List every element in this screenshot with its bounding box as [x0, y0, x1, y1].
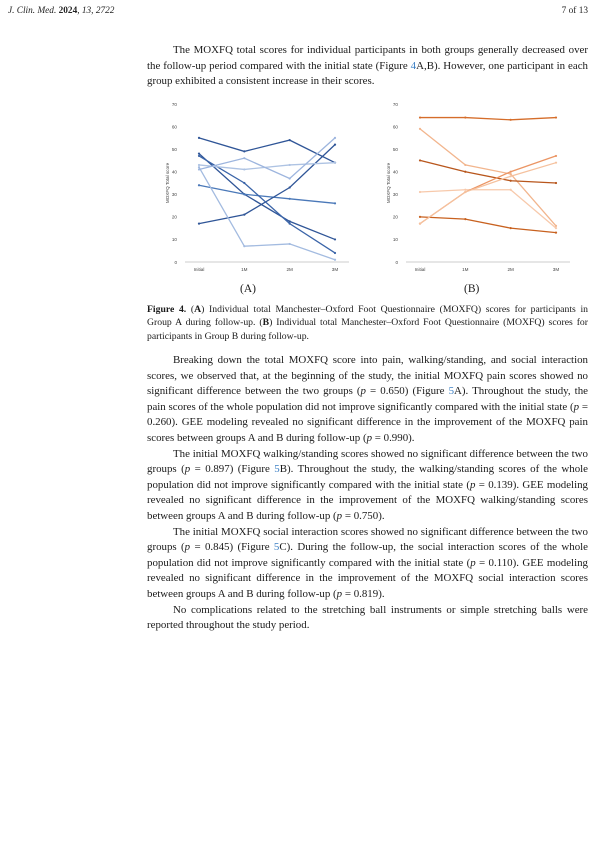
data-point [464, 191, 466, 193]
chart-panel-a [157, 96, 357, 272]
data-point [510, 180, 512, 182]
data-point [510, 189, 512, 191]
data-point [510, 173, 512, 175]
page-number: 7 of 13 [561, 6, 588, 16]
data-point [198, 155, 200, 157]
text-run: = 0.750). [342, 509, 385, 522]
panel-label-a: (A) [240, 283, 256, 295]
text-run: = 0.139). GEE modeling revealed no significant difference in the improvement of the MOXFQ walking/standing scores between groups A and B during follow-up ( [147, 478, 588, 522]
text-run: The MOXFQ total scores for individual participants in both groups generally decreased over the follow-up period compared with the initial state (Figure [147, 44, 588, 72]
data-point [419, 128, 421, 130]
data-point [243, 214, 245, 216]
chart-b-svg [378, 96, 578, 272]
paragraph-pain [147, 353, 588, 447]
x-tick-label: 1M [241, 267, 248, 272]
x-tick-label: 1M [462, 267, 469, 272]
data-point [243, 182, 245, 184]
data-point [334, 238, 336, 240]
data-point [198, 168, 200, 170]
data-point [464, 189, 466, 191]
text-run: = 0.260). GEE modeling revealed no significant difference in the improvement of the MOXFQ pain scores between groups A and B during follow-up ( [147, 400, 588, 444]
paragraph [147, 43, 588, 90]
data-point [555, 116, 557, 118]
figure-link[interactable]: 5 [448, 385, 455, 398]
y-tick-label: 60 [392, 124, 398, 130]
data-point [198, 166, 200, 168]
running-head [8, 6, 588, 20]
series-line [199, 156, 335, 253]
data-point [555, 232, 557, 234]
data-point [289, 139, 291, 141]
caption-a-letter: A [194, 304, 202, 315]
data-point [198, 223, 200, 225]
data-point [198, 153, 200, 155]
data-point [243, 168, 245, 170]
caption-b-text: ) Individual total Manchester–Oxford Foot Questionnaire (MOXFQ) scores for participants in Group B during follow-up. [147, 317, 589, 342]
y-tick-label: 10 [171, 237, 177, 243]
series-line [420, 163, 556, 224]
y-tick-label: 30 [171, 192, 177, 198]
caption-b-letter: B [262, 317, 270, 329]
data-point [419, 223, 421, 225]
y-tick-label: 10 [392, 237, 398, 243]
text-run: A). Throughout the study, the pain scores of the whole population did not improve significantly compared with the initial state ( [147, 385, 588, 413]
data-point [555, 227, 557, 229]
data-point [289, 223, 291, 225]
results-paragraphs [147, 353, 588, 634]
text-run: A,B). However, one participant in each group exhibited a consistent increase in their scores. [147, 59, 588, 88]
data-point [419, 216, 421, 218]
y-tick-label: 70 [171, 101, 177, 107]
chart-a-svg [157, 96, 357, 272]
data-point [289, 164, 291, 166]
text-run: B). Throughout the study, the walking/standing scores of the whole population did not improve significantly compared with the initial state ( [147, 463, 588, 491]
journal-name: J. Clin. Med. [8, 6, 57, 16]
text-run: = 0.845) (Figure [190, 541, 274, 554]
y-axis-label: MOXFQ Total score [165, 162, 170, 204]
x-tick-label: 3M [552, 267, 560, 272]
p-symbol: p [184, 541, 191, 554]
y-tick-label: 30 [392, 192, 398, 198]
paragraph-social [147, 525, 588, 603]
p-symbol: p [336, 587, 343, 600]
y-tick-label: 50 [171, 146, 177, 152]
p-symbol: p [366, 431, 373, 444]
journal-volume: , 13, 2722 [77, 6, 115, 16]
data-point [243, 245, 245, 247]
series-line [420, 217, 556, 233]
y-tick-label: 20 [171, 214, 177, 220]
data-point [419, 116, 421, 118]
y-tick-label: 60 [171, 124, 177, 130]
data-point [334, 202, 336, 204]
text-run: = 0.650) (Figure [365, 385, 449, 398]
x-tick-label: 3M [331, 267, 339, 272]
data-point [464, 218, 466, 220]
caption-label: Figure 4. [147, 304, 187, 315]
data-point [289, 243, 291, 245]
y-axis-label: MOXFQ Total score [386, 162, 391, 204]
text-run: The initial MOXFQ social interaction scores showed no significant difference between the two groups ( [147, 525, 588, 554]
text-run: = 0.110). GEE modeling revealed no significant difference in the improvement of the MOXFQ social interaction scores between groups A and B during follow-up ( [147, 556, 588, 600]
x-tick-label: Initial [193, 267, 205, 272]
series-line [420, 160, 556, 183]
p-symbol: p [573, 400, 580, 413]
x-tick-label: 2M [286, 267, 293, 272]
y-tick-label: 40 [171, 169, 177, 175]
series-line [199, 167, 335, 260]
caption-a-text: ) Individual total Manchester–Oxford Foot Questionnaire (MOXFQ) scores for participants in Group A during follow-up. ( [147, 304, 589, 329]
data-point [243, 193, 245, 195]
text-run: The initial MOXFQ walking/standing scores showed no significant difference between the two groups ( [147, 447, 588, 476]
figure-link[interactable]: 4 [410, 59, 417, 72]
series-line [420, 118, 556, 120]
x-tick-label: 2M [507, 267, 514, 272]
data-point [289, 177, 291, 179]
journal-year: 2024 [58, 6, 78, 16]
p-symbol: p [184, 463, 191, 476]
data-point [198, 164, 200, 166]
text-run: C). During the follow-up, the social interaction scores of the whole population did not improve significantly compared with the initial state ( [147, 541, 588, 569]
text-run: Breaking down the total MOXFQ score into pain, walking/standing, and social interaction scores, we observed that, at the beginning of the study, the initial MOXFQ pain scores showed no significant difference between the two groups ( [147, 354, 588, 398]
data-point [243, 150, 245, 152]
panel-label-b: (B) [464, 283, 480, 295]
data-point [419, 159, 421, 161]
y-tick-label: 70 [392, 101, 398, 107]
data-point [464, 171, 466, 173]
paragraph-complications: No complications related to the stretching ball instruments or simple stretching balls were reported throughout the study period. [147, 603, 588, 632]
p-symbol: p [360, 385, 366, 398]
x-tick-label: Initial [414, 267, 426, 272]
series-line [199, 138, 335, 163]
y-tick-label: 0 [395, 259, 398, 265]
data-point [334, 252, 336, 254]
y-tick-label: 40 [392, 169, 398, 175]
figure-caption: Figure 4. (A) Individual total Manchester–Oxford Foot Questionnaire (MOXFQ) scores for participants in Group A during follow-up. (B) Individual total Manchester–Oxford Foot Questionnaire (MOXFQ) scores for participants in Group B during follow-up. [147, 304, 589, 342]
journal-citation [8, 6, 114, 16]
y-tick-label: 20 [392, 214, 398, 220]
intro-paragraph [147, 43, 588, 90]
data-point [464, 164, 466, 166]
p-symbol: p [470, 556, 476, 569]
chart-panel-b [378, 96, 578, 272]
data-point [334, 137, 336, 139]
data-point [289, 198, 291, 200]
p-symbol: p [469, 478, 476, 491]
data-point [243, 157, 245, 159]
data-point [198, 184, 200, 186]
y-tick-label: 50 [392, 146, 398, 152]
data-point [510, 171, 512, 173]
data-point [510, 119, 512, 121]
data-point [555, 155, 557, 157]
data-point [334, 259, 336, 261]
paragraph-walking [147, 447, 588, 525]
figure-link[interactable]: 5 [274, 463, 280, 476]
data-point [510, 175, 512, 177]
data-point [510, 227, 512, 229]
data-point [464, 116, 466, 118]
data-point [198, 137, 200, 139]
data-point [289, 186, 291, 188]
y-tick-label: 0 [174, 259, 177, 265]
p-symbol: p [336, 509, 343, 522]
data-point [419, 191, 421, 193]
figure-link[interactable]: 5 [273, 541, 280, 554]
text-run: = 0.990). [372, 431, 415, 444]
text-run: = 0.819). [342, 587, 385, 600]
data-point [555, 182, 557, 184]
text-run: = 0.897) (Figure [190, 463, 275, 476]
data-point [334, 162, 336, 164]
data-point [334, 144, 336, 146]
data-point [555, 162, 557, 164]
